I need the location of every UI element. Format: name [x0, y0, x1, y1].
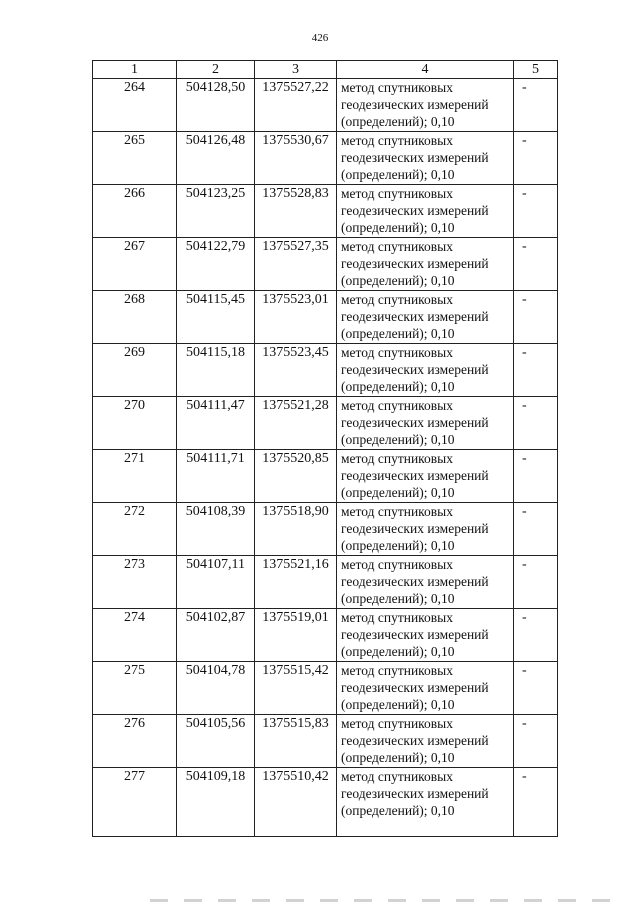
x-coordinate-cell: 504115,18	[177, 344, 255, 397]
method-cell	[337, 556, 514, 609]
table-row	[93, 132, 558, 185]
description-cell: -	[514, 662, 558, 715]
table-row	[93, 291, 558, 344]
point-number-cell: 268	[93, 291, 177, 344]
method-line-2: геодезических измерений	[341, 97, 489, 112]
table-row	[93, 609, 558, 662]
description-cell: -	[514, 715, 558, 768]
table-row	[93, 715, 558, 768]
method-cell	[337, 238, 514, 291]
method-line-1: метод спутниковых	[341, 769, 453, 784]
method-line-1: метод спутниковых	[341, 451, 453, 466]
method-line-1: метод спутниковых	[341, 239, 453, 254]
method-cell	[337, 185, 514, 238]
description-cell: -	[514, 185, 558, 238]
method-line-3: (определений); 0,10	[341, 273, 455, 288]
y-coordinate-cell: 1375521,28	[255, 397, 337, 450]
method-line-1: метод спутниковых	[341, 345, 453, 360]
x-coordinate-cell: 504122,79	[177, 238, 255, 291]
method-cell	[337, 132, 514, 185]
point-number-cell: 271	[93, 450, 177, 503]
table-row	[93, 503, 558, 556]
method-line-1: метод спутниковых	[341, 292, 453, 307]
description-cell: -	[514, 397, 558, 450]
y-coordinate-cell: 1375515,83	[255, 715, 337, 768]
method-cell	[337, 79, 514, 132]
method-line-2: геодезических измерений	[341, 574, 489, 589]
column-header-3: 3	[255, 61, 337, 79]
y-coordinate-cell: 1375528,83	[255, 185, 337, 238]
method-line-2: геодезических измерений	[341, 256, 489, 271]
method-line-3: (определений); 0,10	[341, 326, 455, 341]
table-row	[93, 556, 558, 609]
method-line-3: (определений); 0,10	[341, 591, 455, 606]
table-row	[93, 450, 558, 503]
table-row	[93, 662, 558, 715]
description-cell: -	[514, 344, 558, 397]
method-line-2: геодезических измерений	[341, 309, 489, 324]
coordinates-table	[92, 60, 558, 837]
point-number-cell: 276	[93, 715, 177, 768]
y-coordinate-cell: 1375523,01	[255, 291, 337, 344]
method-line-2: геодезических измерений	[341, 468, 489, 483]
method-line-3: (определений); 0,10	[341, 750, 455, 765]
header-row	[93, 61, 558, 79]
method-line-1: метод спутниковых	[341, 716, 453, 731]
x-coordinate-cell: 504128,50	[177, 79, 255, 132]
description-cell: -	[514, 609, 558, 662]
method-line-2: геодезических измерений	[341, 203, 489, 218]
point-number-cell: 264	[93, 79, 177, 132]
y-coordinate-cell: 1375510,42	[255, 768, 337, 837]
table-row	[93, 79, 558, 132]
description-cell: -	[514, 291, 558, 344]
table-row	[93, 238, 558, 291]
y-coordinate-cell: 1375515,42	[255, 662, 337, 715]
y-coordinate-cell: 1375530,67	[255, 132, 337, 185]
y-coordinate-cell: 1375523,45	[255, 344, 337, 397]
method-line-2: геодезических измерений	[341, 627, 489, 642]
method-line-1: метод спутниковых	[341, 398, 453, 413]
method-line-3: (определений); 0,10	[341, 379, 455, 394]
method-line-3: (определений); 0,10	[341, 167, 455, 182]
method-line-1: метод спутниковых	[341, 663, 453, 678]
method-line-1: метод спутниковых	[341, 504, 453, 519]
point-number-cell: 277	[93, 768, 177, 837]
point-number-cell: 273	[93, 556, 177, 609]
column-header-4: 4	[337, 61, 514, 79]
description-cell: -	[514, 238, 558, 291]
description-cell: -	[514, 450, 558, 503]
description-cell: -	[514, 503, 558, 556]
method-line-3: (определений); 0,10	[341, 697, 455, 712]
table-row	[93, 397, 558, 450]
method-line-2: геодезических измерений	[341, 680, 489, 695]
method-line-2: геодезических измерений	[341, 150, 489, 165]
column-header-2: 2	[177, 61, 255, 79]
method-line-1: метод спутниковых	[341, 80, 453, 95]
column-header-1: 1	[93, 61, 177, 79]
method-line-3: (определений); 0,10	[341, 803, 455, 818]
method-cell	[337, 450, 514, 503]
point-number-cell: 274	[93, 609, 177, 662]
method-line-2: геодезических измерений	[341, 733, 489, 748]
description-cell: -	[514, 79, 558, 132]
method-line-1: метод спутниковых	[341, 557, 453, 572]
table-row	[93, 185, 558, 238]
x-coordinate-cell: 504123,25	[177, 185, 255, 238]
table-body	[93, 79, 558, 837]
point-number-cell: 275	[93, 662, 177, 715]
table-header	[93, 61, 558, 79]
method-line-2: геодезических измерений	[341, 362, 489, 377]
table-row	[93, 344, 558, 397]
table-row	[93, 768, 558, 837]
method-line-3: (определений); 0,10	[341, 485, 455, 500]
x-coordinate-cell: 504102,87	[177, 609, 255, 662]
method-line-3: (определений); 0,10	[341, 538, 455, 553]
method-line-3: (определений); 0,10	[341, 114, 455, 129]
y-coordinate-cell: 1375518,90	[255, 503, 337, 556]
method-cell	[337, 344, 514, 397]
x-coordinate-cell: 504105,56	[177, 715, 255, 768]
point-number-cell: 270	[93, 397, 177, 450]
column-header-5: 5	[514, 61, 558, 79]
point-number-cell: 267	[93, 238, 177, 291]
method-line-2: геодезических измерений	[341, 786, 489, 801]
x-coordinate-cell: 504108,39	[177, 503, 255, 556]
method-cell	[337, 291, 514, 344]
y-coordinate-cell: 1375527,35	[255, 238, 337, 291]
point-number-cell: 272	[93, 503, 177, 556]
point-number-cell: 266	[93, 185, 177, 238]
y-coordinate-cell: 1375519,01	[255, 609, 337, 662]
method-line-3: (определений); 0,10	[341, 644, 455, 659]
x-coordinate-cell: 504115,45	[177, 291, 255, 344]
method-line-2: геодезических измерений	[341, 521, 489, 536]
method-line-1: метод спутниковых	[341, 133, 453, 148]
method-cell	[337, 397, 514, 450]
method-cell	[337, 662, 514, 715]
y-coordinate-cell: 1375527,22	[255, 79, 337, 132]
y-coordinate-cell: 1375520,85	[255, 450, 337, 503]
x-coordinate-cell: 504126,48	[177, 132, 255, 185]
method-line-2: геодезических измерений	[341, 415, 489, 430]
x-coordinate-cell: 504111,47	[177, 397, 255, 450]
method-cell	[337, 768, 514, 837]
point-number-cell: 265	[93, 132, 177, 185]
x-coordinate-cell: 504107,11	[177, 556, 255, 609]
method-line-1: метод спутниковых	[341, 186, 453, 201]
x-coordinate-cell: 504109,18	[177, 768, 255, 837]
method-cell	[337, 609, 514, 662]
method-cell	[337, 503, 514, 556]
method-line-1: метод спутниковых	[341, 610, 453, 625]
method-line-3: (определений); 0,10	[341, 220, 455, 235]
description-cell: -	[514, 556, 558, 609]
page-number: 426	[311, 32, 329, 44]
point-number-cell: 269	[93, 344, 177, 397]
description-cell: -	[514, 768, 558, 837]
description-cell: -	[514, 132, 558, 185]
method-cell	[337, 715, 514, 768]
method-line-3: (определений); 0,10	[341, 432, 455, 447]
x-coordinate-cell: 504111,71	[177, 450, 255, 503]
scan-footer-artifact	[150, 899, 620, 902]
y-coordinate-cell: 1375521,16	[255, 556, 337, 609]
x-coordinate-cell: 504104,78	[177, 662, 255, 715]
